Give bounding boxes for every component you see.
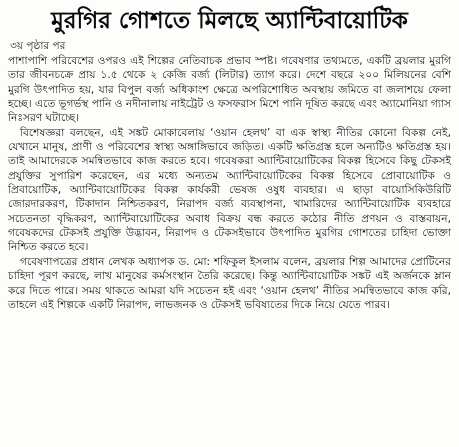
article-paragraph-3: গবেষণাপত্রের প্রধান লেখক অধ্যাপক ড. মো: শফিকুল ইসলাম বলেন, ব্রয়লার শিল্প আমাদের প্রোটিনের চাহিদা পূরণ করছে, লাখ মানুষের কর্মসংস্থান তৈরি করেছে। কিন্তু অ্যান্টিবায়োটিক সঙ্কট এই অর্জনকে ম্লান করে দিতে পারে। সময় থাকতে আমরা যদি সচেতন হই এবং ‘ওয়ান হেলথ’ নীতির সমন্বিতভাবে কাজ করি, তাহলে এই শিল্পকে একটি নিরাপদ, লাভজনক ও টেকসই ভবিষ্যতের দিকে নিয়ে যেতে পারব। <box>8 255 451 311</box>
article-paragraph-2: বিশেষজ্ঞরা বলছেন, এই সঙ্কট মোকাবেলায় ‘ওয়ান হেলথ’ বা এক স্বাস্থ্য নীতির কোনো বিকল্প নেই, যেখানে মানুষ, প্রাণী ও পরিবেশের স্বাস্থ্য অঙ্গাঙ্গিভাবে জড়িত। একটি ক্ষতিগ্রস্ত হলে অন্যটিও ক্ষতিগ্রস্ত হয়। তাই আমাদেরকে সমন্বিতভাবে কাজ করতে হবে। গবেষকরা অ্যান্টিবায়োটিকের বিকল্প হিসেবে কিছু টেকসই প্রযুক্তির সুপারিশ করেছেন, এর মধ্যে অন্যতম অ্যান্টিবায়োটিকের বিকল্প হিসেবে প্রোবায়োটিক ও প্রিবায়োটিক, অ্যান্টিবায়োটিকের বিকল্প কার্যকরী ভেষজ ওষুধ ব্যবহার। এ ছাড়া বায়োসিকিউরিটি জোরদারকরণ, টিকাদান নিশ্চিতকরণ, নিরাপদ বর্জ্য ব্যবস্থাপনা, খামারিদের অ্যান্টিবায়োটিক ব্যবহারে সচেতনতা বৃদ্ধিকরণ, অ্যান্টিবায়োটিকের অবাধ বিক্রয় বন্ধ করতে কঠোর নীতি প্রণয়ন ও বাস্তবায়ন, গবেষকদের টেকসই প্রযুক্তি উদ্ভাবন, নিরাপদ ও টেকসইভাবে উৎপাদিত মুরগির গোশতের চাহিদা ভোক্তা নিশ্চিত করতে হবে। <box>8 126 451 254</box>
article-headline: মুরগির গোশতে মিলছে অ্যান্টিবায়োটিক <box>51 8 408 34</box>
article-body <box>8 54 451 312</box>
continued-from-note: ৩য় পৃষ্ঠার পর <box>10 40 66 52</box>
article-paragraph-1: পাশাপাশি পরিবেশের ওপরও এই শিল্পের নেতিবাচক প্রভাব স্পষ্ট। গবেষণার তথ্যমতে, একটি ব্রয়লার মুরগি তার জীবনচক্রে প্রায় ১.৫ থেকে ২ কেজি বর্জ্য (লিটার) ত্যাগ করে। দেশে বছরে ২০০ মিলিয়নের বেশি মুরগি উৎপাদিত হয়, যার বিপুল বর্জ্য অধিকাংশ ক্ষেত্রে অপরিশোধিত অবস্থায় জমিতে বা জলাশয়ে ফেলা হচ্ছে। এতে ভূগর্ভস্থ পানি ও নদীনালায় নাইট্রেট ও ফসফরাস মিশে পানি দূষিত করছে এবং অ্যামোনিয়া গ্যাস নিঃসরণ ঘটাচ্ছে। <box>8 55 451 125</box>
